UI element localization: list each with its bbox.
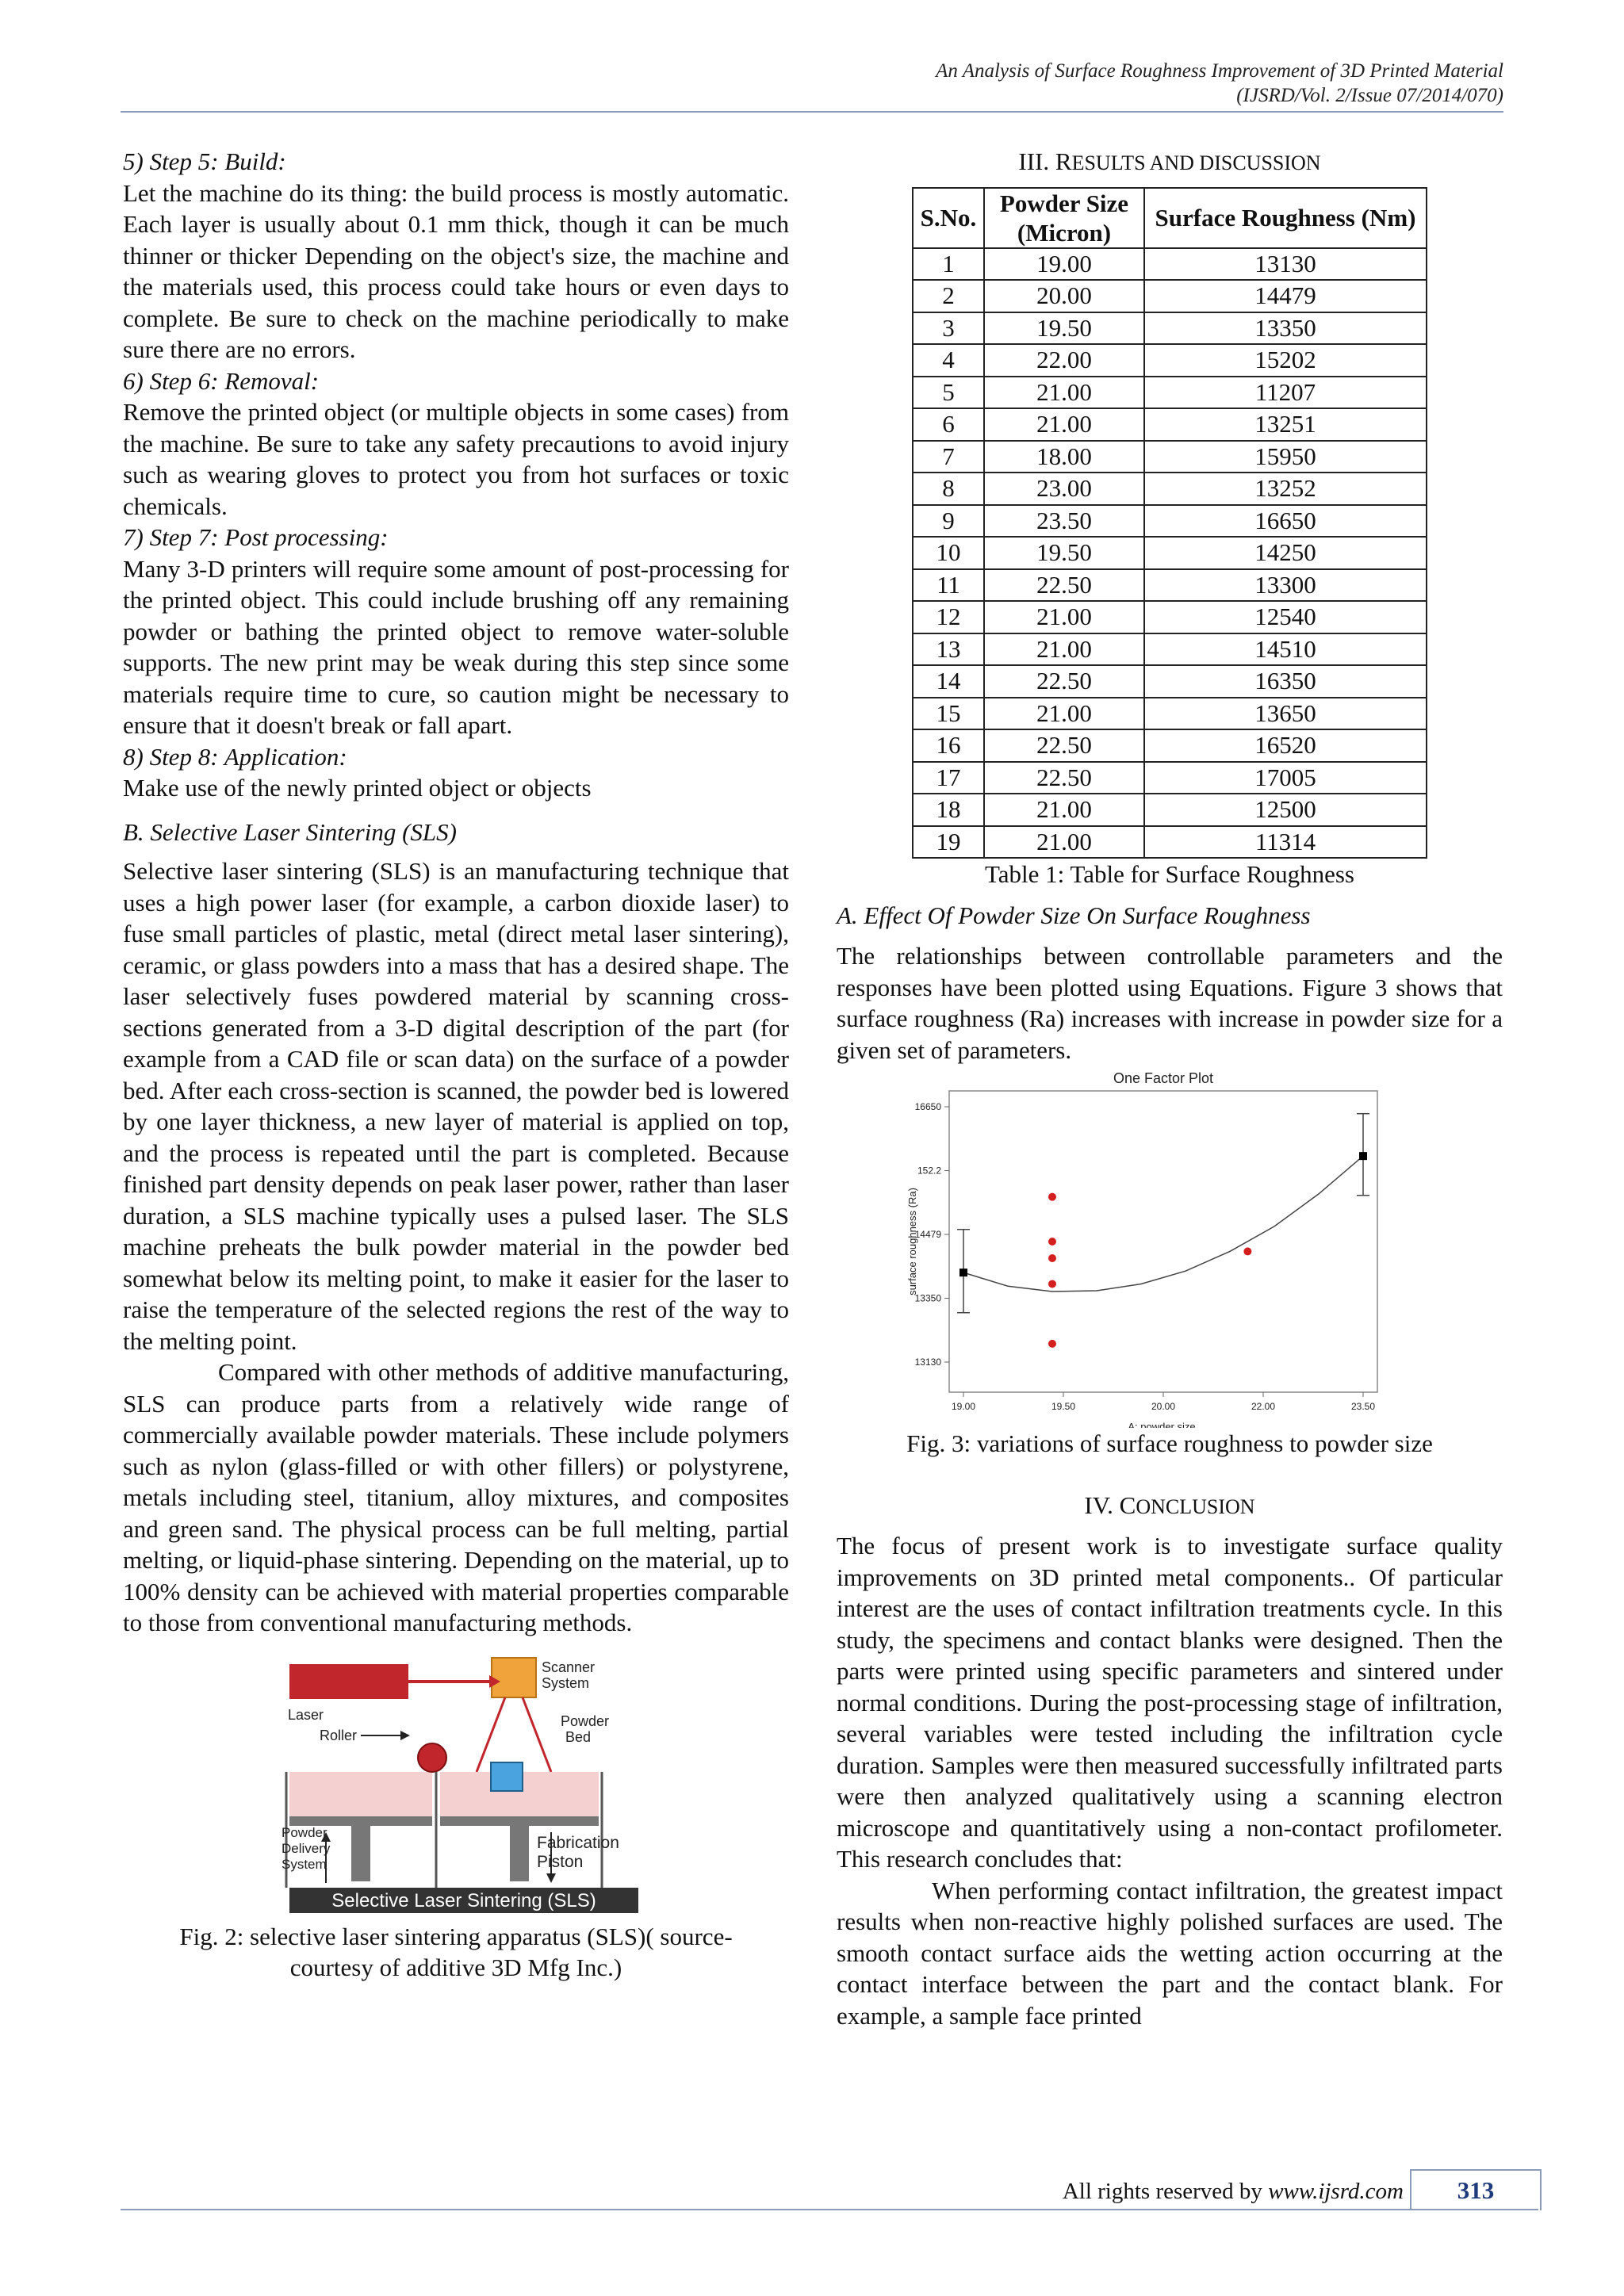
cell-powder-size: 21.00: [984, 601, 1144, 633]
cell-surface-roughness: 14510: [1144, 633, 1427, 666]
data-point: [1243, 1247, 1251, 1255]
page-number: 313: [1410, 2169, 1542, 2210]
step8-text: Make use of the newly printed object or objects: [123, 774, 592, 802]
step6-text: Remove the printed object (or multiple objects in some cases) from the machine. Be sure to take any safety precautions to avoid injury such as wearing gloves to protect you from hot surfaces or toxic chemicals.: [123, 398, 789, 520]
cell-sno: 7: [913, 441, 984, 473]
cell-powder-size: 21.00: [984, 633, 1144, 666]
cell-surface-roughness: 13350: [1144, 312, 1427, 345]
delivery-piston-rod: [351, 1826, 370, 1881]
cell-powder-size: 22.50: [984, 762, 1144, 794]
cell-powder-size: 21.00: [984, 698, 1144, 730]
y-tick-label: 16650: [914, 1101, 941, 1112]
results-initial: R: [1055, 147, 1072, 175]
cell-powder-size: 21.00: [984, 377, 1144, 409]
step5-heading: 5) Step 5: Build:: [123, 147, 286, 175]
footer-site-link[interactable]: www.ijsrd.com: [1268, 2179, 1404, 2204]
conclusion-paragraph-2: When performing contact infiltration, the greatest impact results when non-reactive highly polished surfaces are used. The smooth contact surface aids the wetting action occurring at the contact interface between the part and the contact blank. For example, a sample face printed: [837, 1876, 1503, 2030]
delivery-label-2: Delivery: [282, 1840, 331, 1856]
cell-sno: 18: [913, 794, 984, 826]
right-column: [837, 146, 1503, 2031]
table-row: [913, 473, 1427, 505]
conclusion-paragraph-1: The focus of present work is to investigate surface quality improvements on 3D printed metal components.. Of particular interest are the uses of contact infiltration treatments cycle. In this study, the specimens and contact blanks were designed. Then the parts were printed using specific parameters and sintered under normal conditions. During the post-processing stage of infiltration, several variables were tested including the infiltration cycle duration. Samples were then measured successfully infiltrated parts were then analyzed qualitatively using a scanning electron microscope and quantitatively using a non-contact profilometer. This research concludes that:: [837, 1532, 1503, 1873]
step7-text: Many 3-D printers will require some amount of post-processing for the printed object. This could include brushing off any remaining powder or bathing the printed object to remove water-soluble supports. The new print may be weak during this step since some materials require time to cure, so caution might be necessary to ensure that it doesn't break or fall apart.: [123, 554, 789, 739]
cell-sno: 13: [913, 633, 984, 666]
cell-powder-size: 22.50: [984, 665, 1144, 698]
x-tick-label: 19.50: [1051, 1401, 1076, 1412]
table-row: [913, 248, 1427, 281]
running-header: [552, 59, 1503, 108]
conclusion-numeral: IV.: [1084, 1490, 1113, 1519]
roller-drum: [418, 1743, 446, 1772]
cell-sno: 15: [913, 698, 984, 730]
table-row: [913, 280, 1427, 312]
y-tick-label: 13350: [914, 1292, 941, 1304]
x-tick-label: 20.00: [1151, 1401, 1176, 1412]
scanner-box: [492, 1658, 536, 1697]
table-row: [913, 601, 1427, 633]
table-row: [913, 633, 1427, 666]
roller-label: Roller: [320, 1727, 358, 1743]
cell-surface-roughness: 12500: [1144, 794, 1427, 826]
data-point: [1048, 1254, 1056, 1262]
cell-surface-roughness: 13300: [1144, 569, 1427, 602]
scan-beam-right: [523, 1697, 551, 1772]
cell-surface-roughness: 15202: [1144, 344, 1427, 377]
cell-sno: 11: [913, 569, 984, 602]
sls-diagram: [123, 1653, 789, 1915]
cell-surface-roughness: 13251: [1144, 408, 1427, 441]
data-point: [1048, 1340, 1056, 1348]
table-body: [913, 248, 1427, 859]
y-tick-label: 14479: [914, 1229, 941, 1240]
footer-rule: [121, 2209, 1538, 2210]
cell-surface-roughness: 14479: [1144, 280, 1427, 312]
cell-sno: 12: [913, 601, 984, 633]
results-heading: [837, 146, 1503, 179]
fabrication-piston-rod: [510, 1826, 529, 1881]
laser-source: [289, 1664, 408, 1699]
cell-sno: 4: [913, 344, 984, 377]
fig2-caption: Fig. 2: selective laser sintering apparatus (SLS)( source-courtesy of additive 3D Mfg Inc.): [179, 1922, 733, 1981]
cell-surface-roughness: 16350: [1144, 665, 1427, 698]
y-axis-label: surface roughness (Ra): [906, 1188, 918, 1295]
printed-part: [491, 1762, 523, 1791]
cell-sno: 3: [913, 312, 984, 345]
cell-powder-size: 19.50: [984, 537, 1144, 569]
scan-beam-left: [477, 1697, 505, 1772]
footer-rights: [833, 2179, 1404, 2205]
step7-heading: 7) Step 7: Post processing:: [123, 523, 389, 551]
table-row: [913, 794, 1427, 826]
footer-rights-text: All rights reserved by: [1062, 2179, 1269, 2204]
cell-powder-size: 22.50: [984, 729, 1144, 762]
fig3-figure: [837, 1067, 1503, 1428]
powder-bed-label-2: Bed: [565, 1728, 592, 1745]
cell-powder-size: 22.00: [984, 344, 1144, 377]
chart-title: One Factor Plot: [1113, 1070, 1214, 1086]
left-column: [123, 146, 789, 1984]
cell-powder-size: 19.00: [984, 248, 1144, 281]
running-header-issue: (IJSRD/Vol. 2/Issue 07/2014/070): [1236, 85, 1503, 106]
cell-powder-size: 21.00: [984, 794, 1144, 826]
effect-heading: A. Effect Of Powder Size On Surface Roughness: [837, 901, 1311, 929]
fabrication-piston-plate: [440, 1816, 599, 1826]
cell-surface-roughness: 16520: [1144, 729, 1427, 762]
sls-paragraph-2: Compared with other methods of additive manufacturing, SLS can produce parts from a relatively wide range of commercially available powder materials. These include polymers such as nylon (glass-filled or with other fillers) or polystyrene, metals including steel, titanium, alloy mixtures, and composites and green sand. The physical process can be full melting, partial melting, or liquid-phase sintering. Depending on the material, up to 100% density can be achieved with material properties comparable to those from conventional manufacturing methods.: [123, 1358, 789, 1636]
col-header-powder-size: Powder Size (Micron): [984, 188, 1144, 248]
conclusion-heading: [837, 1490, 1503, 1523]
cell-surface-roughness: 14250: [1144, 537, 1427, 569]
table-row: [913, 377, 1427, 409]
table-row: [913, 537, 1427, 569]
fit-curve: [963, 1156, 1363, 1292]
table-row: [913, 344, 1427, 377]
cell-sno: 8: [913, 473, 984, 505]
cell-sno: 6: [913, 408, 984, 441]
table-row: [913, 762, 1427, 794]
cell-powder-size: 21.00: [984, 408, 1144, 441]
cell-powder-size: 18.00: [984, 441, 1144, 473]
delivery-label-1: Powder: [282, 1824, 327, 1840]
fabrication-down-arrow-head: [546, 1873, 556, 1883]
cell-powder-size: 22.50: [984, 569, 1144, 602]
mean-point: [959, 1269, 967, 1276]
cell-sno: 2: [913, 280, 984, 312]
table-row: [913, 441, 1427, 473]
step8-heading: 8) Step 8: Application:: [123, 742, 347, 771]
data-point: [1048, 1193, 1056, 1201]
cell-sno: 19: [913, 826, 984, 859]
table-row: [913, 312, 1427, 345]
table-row: [913, 729, 1427, 762]
cell-sno: 9: [913, 505, 984, 538]
step5-text: Let the machine do its thing: the build process is mostly automatic. Each layer is usually about 0.1 mm thick, though it can be much thinner or thicker Depending on the object's size, the machine and the materials used, this process could take hours or even days to complete. Be sure to check on the machine periodically to make sure there are no errors.: [123, 178, 789, 363]
powder-delivery-chamber: [289, 1772, 432, 1820]
step6-heading: 6) Step 6: Removal:: [123, 366, 320, 395]
footer-text: [1063, 2179, 1404, 2204]
effect-text: The relationships between controllable parameters and the responses have been plotted using Equations. Figure 3 shows that surface roughness (Ra) increases with increase in powder size for a given set of parameters.: [837, 942, 1503, 1064]
table-row: [913, 665, 1427, 698]
y-tick-label: 152.2: [917, 1165, 941, 1177]
sls-banner-text: Selective Laser Sintering (SLS): [331, 1889, 596, 1911]
table-caption: Table 1: Table for Surface Roughness: [985, 860, 1354, 888]
cell-powder-size: 19.50: [984, 312, 1144, 345]
fig3-caption: Fig. 3: variations of surface roughness to powder size: [906, 1429, 1433, 1457]
cell-surface-roughness: 15950: [1144, 441, 1427, 473]
data-point: [1048, 1280, 1056, 1288]
one-factor-plot: [837, 1067, 1503, 1428]
col-header-surface-roughness: Surface Roughness (Nm): [1144, 188, 1427, 248]
results-numeral: III.: [1018, 147, 1050, 175]
cell-surface-roughness: 16650: [1144, 505, 1427, 538]
scanner-label-2: System: [542, 1674, 590, 1691]
table-row: [913, 569, 1427, 602]
scanner-label-1: Scanner: [542, 1659, 596, 1675]
results-title-rest: ESULTS AND DISCUSSION: [1071, 151, 1321, 174]
table-row: [913, 826, 1427, 859]
cell-powder-size: 21.00: [984, 826, 1144, 859]
roughness-table: [912, 187, 1427, 859]
sls-paragraph-1: Selective laser sintering (SLS) is an manufacturing technique that uses a high power laser (for example, a carbon dioxide laser) to fuse small particles of plastic, metal (direct metal laser sintering), ceramic, or glass powders into a mass that has a desired shape. The laser selectively fuses powdered material by scanning cross-sections generated from a 3-D digital description of the part (for example from a CAD file or scan data) on the surface of a powder bed. After each cross-section is scanned, the powder bed is lowered by one layer thickness, a new layer of material is applied on top, and the process is repeated until the part is completed. Because finished part density depends on peak laser power, rather than laser duration, a SLS machine typically uses a pulsed laser. The SLS machine preheats the bulk powder material in the powder bed somewhat below its melting point, to make it easier for the laser to raise the temperature of the selected regions the rest of the way to the melting point.: [123, 857, 789, 1355]
cell-sno: 14: [913, 665, 984, 698]
col-header-sno: S.No.: [913, 188, 984, 248]
delivery-label-3: System: [282, 1856, 327, 1872]
header-rule: [121, 111, 1503, 113]
cell-sno: 1: [913, 248, 984, 281]
cell-surface-roughness: 13130: [1144, 248, 1427, 281]
running-header-title: An Analysis of Surface Roughness Improvement of 3D Printed Material: [936, 60, 1503, 82]
table-row: [913, 505, 1427, 538]
fabrication-label-2: Piston: [537, 1852, 584, 1871]
cell-powder-size: 23.50: [984, 505, 1144, 538]
cell-sno: 10: [913, 537, 984, 569]
cell-surface-roughness: 12540: [1144, 601, 1427, 633]
cell-surface-roughness: 13650: [1144, 698, 1427, 730]
laser-label: Laser: [288, 1706, 324, 1723]
y-tick-label: 13130: [914, 1357, 941, 1368]
fabrication-label-1: Fabrication: [537, 1833, 619, 1852]
table-header-row: [913, 188, 1427, 248]
cell-sno: 5: [913, 377, 984, 409]
fig2-figure: [123, 1653, 789, 1915]
cell-sno: 16: [913, 729, 984, 762]
x-tick-label: 19.00: [951, 1401, 976, 1412]
data-point: [1048, 1238, 1056, 1246]
cell-surface-roughness: 13252: [1144, 473, 1427, 505]
plot-frame: [949, 1091, 1377, 1392]
conclusion-title-rest: ONCLUSION: [1136, 1494, 1255, 1518]
roller-arrow-head: [400, 1731, 410, 1740]
mean-point: [1359, 1152, 1367, 1160]
cell-surface-roughness: 17005: [1144, 762, 1427, 794]
conclusion-initial: C: [1119, 1490, 1136, 1519]
sls-heading: B. Selective Laser Sintering (SLS): [123, 817, 457, 846]
powder-bed-label-1: Powder: [561, 1712, 610, 1729]
cell-surface-roughness: 11314: [1144, 826, 1427, 859]
cell-powder-size: 23.00: [984, 473, 1144, 505]
x-tick-label: 22.00: [1251, 1401, 1276, 1412]
table-row: [913, 408, 1427, 441]
table-row: [913, 698, 1427, 730]
cell-surface-roughness: 11207: [1144, 377, 1427, 409]
cell-sno: 17: [913, 762, 984, 794]
x-axis-label: A: powder size: [1128, 1421, 1196, 1428]
cell-powder-size: 20.00: [984, 280, 1144, 312]
x-tick-label: 23.50: [1350, 1401, 1376, 1412]
